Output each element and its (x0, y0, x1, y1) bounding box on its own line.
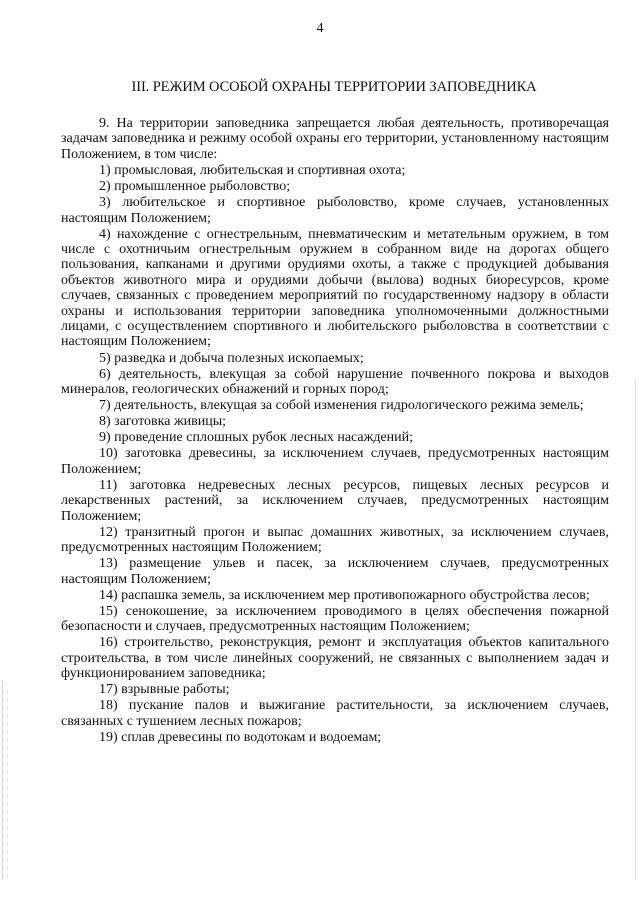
list-item: 13) размещение ульев и пасек, за исключением случаев, предусмотренных настоящим Положением; (61, 556, 609, 587)
list-item: 4) нахождение с огнестрельным, пневматическим и метательным оружием, в том числе с охотничьим огнестрельным оружием в собранном виде на дорогах общего пользования, капканами и другими орудиями охоты, а также с продукцией добывания объектов животного мира и орудиями добычи (вылова) водных биоресурсов, кроме случаев, связанных с проведением мероприятий по государственному надзору в области охраны и использования территории заповедника уполномоченными должностными лицами, с осуществлением спортивного и любительского рыболовства в соответствии с настоящим Положением; (61, 226, 609, 350)
list-item: 10) заготовка древесины, за исключением случаев, предусмотренных настоящим Положением; (61, 446, 609, 477)
list-item: 12) транзитный прогон и выпас домашних животных, за исключением случаев, предусмотренных настоящим Положением; (61, 524, 609, 556)
list-item: 19) сплав древесины по водотокам и водоемам; (99, 729, 382, 745)
list-item: 2) промышленное рыболовство; (99, 179, 291, 194)
list-item: 1) промысловая, любительская и спортивная охота; (99, 162, 406, 178)
list-item: 6) деятельность, влекущая за собой нарушение почвенного покрова и выходов минералов, геологических обнажений и горных пород; (61, 366, 609, 398)
list-item: 7) деятельность, влекущая за собой изменения гидрологического режима земель; (99, 398, 584, 414)
document-body (61, 116, 609, 746)
page-number: 4 (316, 21, 324, 36)
list-item: 18) пускание палов и выжигание растительности, за исключением случаев, связанных с тушением лесных пожаров; (61, 698, 609, 729)
list-item: 17) взрывные работы; (99, 682, 230, 698)
list-item: 5) разведка и добыча полезных ископаемых; (99, 350, 364, 366)
list-item: 16) строительство, реконструкция, ремонт и эксплуатация объектов капитального строительства, в том числе линейных сооружений, не связанных с выполнением задач и функционированием заповедника; (61, 635, 609, 682)
list-item: 15) сенокошение, за исключением проводимого в целях обеспечения пожарной безопасности и случаев, предусмотренных настоящим Положением; (61, 603, 609, 635)
list-item: 8) заготовка живицы; (99, 414, 227, 430)
list-item: 3) любительское и спортивное рыболовство, кроме случаев, установленных настоящим Положением; (61, 195, 609, 226)
scan-edge-mark (2, 680, 4, 880)
section-title: III. РЕЖИМ ОСОБОЙ ОХРАНЫ ТЕРРИТОРИИ ЗАПОВЕДНИКА (131, 79, 537, 95)
scan-edge-mark (635, 380, 637, 880)
list-item: 14) распашка земель, за исключением мер противопожарного обустройства лесов; (99, 587, 590, 603)
list-item: 9) проведение сплошных рубок лесных насаждений; (99, 430, 414, 446)
list-item: 11) заготовка недревесных лесных ресурсов, пищевых лесных ресурсов и лекарственных растений, за исключением случаев, предусмотренных настоящим Положением; (61, 477, 609, 524)
paragraph-intro: 9. На территории заповедника запрещается любая деятельность, противоречащая задачам заповедника и режиму особой охраны его территории, установленному настоящим Положением, в том числе: (61, 116, 609, 162)
